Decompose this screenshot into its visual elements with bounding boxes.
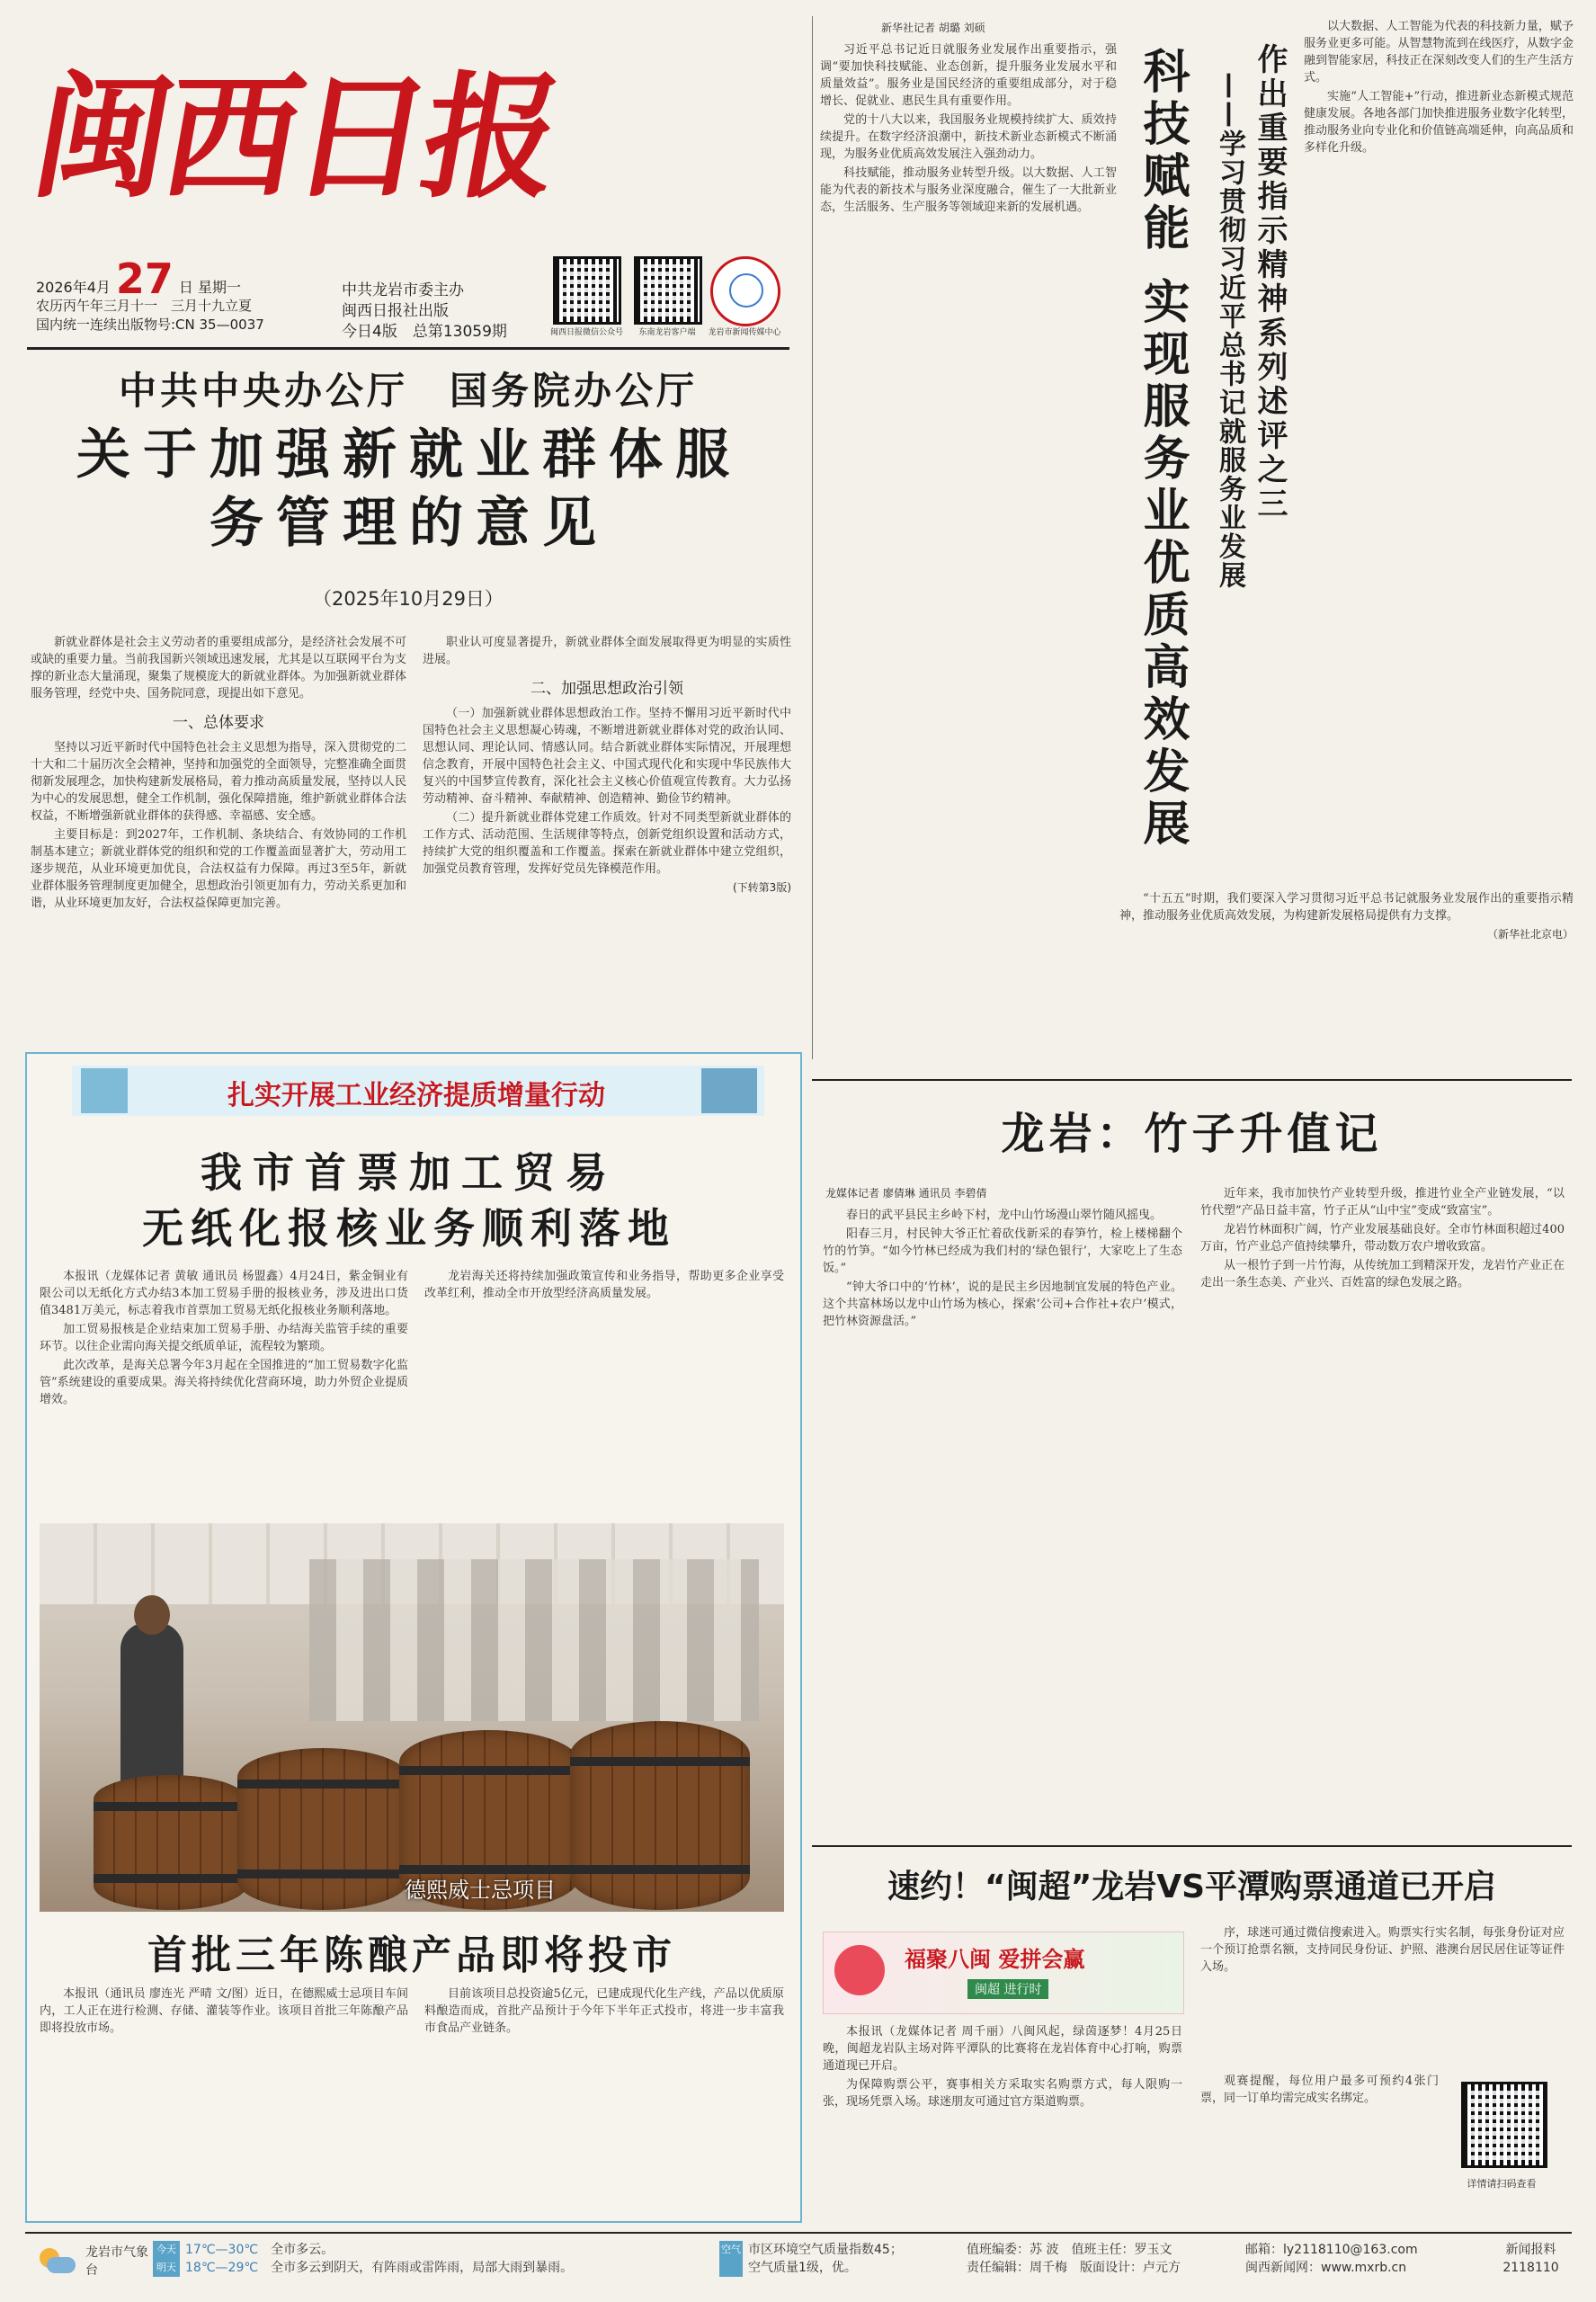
masthead-title: 闽西日报	[22, 58, 568, 217]
bamboo-body5: 龙岩竹林面积广阔，竹产业发展基础良好。全市竹林面积超过400万亩，竹产业总产值持续攀升，带动数万农户增收致富。	[1200, 1223, 1565, 1254]
bamboo-body2: 阳春三月，村民钟大爷正忙着砍伐新采的春笋竹，检上楼梯翻个竹的竹笋。“如今竹林已经成为我们村的‘绿色银行’，大家吃上了生态饭。”	[823, 1227, 1182, 1275]
sports-qr-code[interactable]	[1461, 2082, 1547, 2168]
commentary-body4: 以大数据、人工智能为代表的科技新力量，赋予服务业更多可能。从智慧物流到在线医疗，从数字金融到智能家居，科技正在深刻改变人们的生产生活方式。	[1304, 20, 1574, 85]
qr-code-app[interactable]	[634, 256, 702, 325]
commentary-kicker2: ——学习贯彻习近平总书记就服务业发展	[1214, 72, 1245, 590]
industry-headline2: 无纸化报核业务顺利落地	[142, 1204, 676, 1253]
commentary-body1: 习近平总书记近日就服务业发展作出重要指示，强调“要加快科技赋能、业态创新，提升服务业发展水平和质量效益”。服务业是国民经济的重要组成部分，对于稳增长、促就业、惠民生具有重要作用。	[820, 43, 1117, 108]
sports-body2: 为保障购票公平，赛事相关方采取实名购票方式，每人限购一张，现场凭票入场。球迷朋友可通过官方渠道购票。	[823, 2078, 1182, 2109]
qr-code-wechat[interactable]	[553, 256, 621, 325]
lead-sec1-goal: 主要目标是：到2027年，工作机制、条块结合、有效协同的工作机制基本建立；新就业群体党的组织和党的工作覆盖面显著扩大，劳动用工逐步规范，从业环境更加优良，合法权益有力保障。再过3至5年，新就业群体服务管理制度更加健全，思想政治引领更加有力，劳动关系更加和谐，从业环境更加友好，合法权益保障更加完善。	[31, 828, 406, 910]
industry-col4	[424, 1985, 784, 2210]
section-rule-sports	[812, 1845, 1572, 1847]
sponsor: 中共龙岩市委主办	[342, 281, 464, 299]
commentary-ending	[1119, 890, 1574, 1052]
industry-col2	[424, 1268, 784, 1502]
commentary-kicker: 作出重要指示精神系列述评之三	[1252, 43, 1288, 522]
lead-headline: 关于加强新就业群体服务管理的意见	[76, 424, 742, 555]
commentary-col1	[820, 41, 1117, 1048]
footer-email[interactable]: 邮箱：ly2118110@163.com	[1245, 2243, 1418, 2257]
lead-right-cont: 职业认可度显著提升，新就业群体全面发展取得更为明显的实质性进展。	[423, 636, 791, 666]
industry-headline3: 首批三年陈酿产品即将投市	[147, 1932, 676, 1978]
whisky-barrels-photo	[40, 1523, 784, 1912]
lunar-date: 农历丙午年三月十一 三月十九立夏	[36, 298, 253, 314]
sports-body3: 序，球迷可通过微信搜索进入。购票实行实名制，每张身份证对应一个预订抢票名额，支持同民身份证、护照、港澳台居民居住证等证件入场。	[1200, 1926, 1565, 1974]
emblem-label: 龙岩市新闻传媒中心	[708, 328, 781, 337]
column-divider	[812, 16, 813, 1059]
weather-title: 龙岩市气象台	[85, 2245, 148, 2278]
weather-cloud-icon	[36, 2244, 77, 2279]
commentary-source: （新华社北京电）	[1486, 928, 1574, 941]
sports-logo	[823, 1932, 1184, 2014]
cn-number: 国内统一连续出版物号:CN 35—0037	[36, 317, 264, 333]
commentary-body3: 科技赋能，推动服务业转型升级。以大数据、人工智能为代表的新技术与服务业深度融合，催生了一大批新业态，生活服务、生产服务等领域迎来新的发展机遇。	[820, 166, 1117, 214]
industry-body5: 本报讯（通讯员 廖连光 严晴 文/图）近日，在德熙威士忌项目车间内，工人正在进行检测、存储、灌装等作业。该项目首批三年陈酿产品即将投放市场。	[40, 1987, 408, 2035]
commentary-body5: 实施“人工智能+”行动，推进新业态新模式规范健康发展。各地各部门加快推进服务业数字化转型，推动服务业向专业化和价值链高端延伸，向高品质和多样化升级。	[1304, 90, 1574, 155]
tomorrow-desc: 全市多云到阴天，有阵雨或雷阵雨，局部大雨到暴雨。	[271, 2261, 574, 2275]
sports-col3	[1200, 2073, 1439, 2217]
industry-body2: 加工贸易报核是企业结束加工贸易手册、办结海关监管手续的重要环节。以往企业需向海关提交纸质单证，流程较为繁琐。	[40, 1323, 408, 1353]
industry-col1	[40, 1268, 408, 1502]
lead-sec2-title: 二、加强思想政治引领	[531, 680, 683, 698]
publisher: 闽西日报社出版	[342, 302, 449, 320]
bamboo-body4: 近年来，我市加快竹产业转型升级，推进竹业全产业链发展，“以竹代塑”产品日益丰富，竹子正从“山中宝”变成“致富宝”。	[1200, 1187, 1565, 1218]
hotline-label: 新闻报料	[1505, 2243, 1556, 2257]
worker-photo-icon	[81, 1068, 128, 1113]
lead-right-column	[423, 634, 791, 1030]
commentary-byline: 新华社记者 胡璐 刘硕	[881, 22, 985, 34]
bamboo-byline: 龙媒体记者 廖倩琳 通讯员 李碧倩	[825, 1187, 987, 1200]
sports-logo-text: 福聚八闽 爱拼会赢	[905, 1947, 1085, 1972]
footer-site[interactable]: 闽西新闻网：www.mxrb.cn	[1245, 2261, 1407, 2275]
industry-headline1: 我市首票加工贸易	[201, 1148, 618, 1197]
aqi-badge: 空气	[719, 2241, 743, 2277]
sports-body4: 观赛提醒，每位用户最多可预约4张门票，同一订单均需完成实名绑定。	[1200, 2074, 1439, 2105]
aqi-line1: 市区环境空气质量指数45；	[748, 2243, 903, 2257]
forecast-badge	[153, 2241, 180, 2277]
industry-banner: 扎实开展工业经济提质增量行动	[227, 1080, 605, 1111]
bamboo-col2	[1200, 1185, 1565, 1833]
photo-caption: 德熙威士忌项目	[405, 1878, 556, 1903]
emblem-icon	[710, 256, 780, 326]
commentary-ending-text: “十五五”时期，我们要深入学习贯彻习近平总书记就服务业发展作出的重要指示精神，推动服务业优质高效发展，为构建新发展格局提供有力支撑。	[1119, 892, 1574, 923]
sports-logo-sub: 闽超 进行时	[967, 1979, 1048, 1999]
lead-intro: 新就业群体是社会主义劳动者的重要组成部分，是经济社会发展不可或缺的重要力量。当前我国新兴领域迅速发展，尤其是以互联网平台为支撑的新业态大量涌现，聚集了规模庞大的新就业群体。为加强新就业群体服务管理，经党中央、国务院同意，现提出如下意见。	[31, 636, 406, 700]
barrel-4	[570, 1721, 750, 1910]
today-temp: 17℃—30℃	[185, 2243, 259, 2257]
date-day: 27	[115, 254, 174, 303]
date-weekday: 日 星期一	[178, 279, 242, 296]
industry-byline: 本报讯（龙媒体记者 黄敏 通讯员 杨盟鑫）4月24日，紫金铜业有限公司以无纸化方式办结3本加工贸易手册的报核业务，涉及进出口货值3481万美元，标志着我市首票加工贸易无纸化报核业务顺利落地。	[40, 1270, 408, 1317]
industry-body4: 龙岩海关还将持续加强政策宣传和业务指导，帮助更多企业享受改革红利，推动全市开放型经济高质量发展。	[424, 1270, 784, 1300]
today-desc: 全市多云。	[271, 2243, 334, 2257]
worker-head	[134, 1595, 170, 1635]
bamboo-body1: 春日的武平县民主乡岭下村，龙中山竹场漫山翠竹随风摇曳。	[846, 1209, 1163, 1222]
player-icon	[834, 1945, 885, 1995]
qr2-label: 东南龙岩客户端	[638, 328, 696, 337]
bamboo-body6: 从一根竹子到一片竹海，从传统加工到精深开发，龙岩竹产业正在走出一条生态美、产业兴、百姓富的绿色发展之路。	[1200, 1259, 1565, 1289]
factory-photo-icon	[701, 1068, 757, 1113]
industry-body3: 此次改革，是海关总署今年3月起在全国推进的“加工贸易数字化监管”系统建设的重要成果。海关将持续优化营商环境，助力外贸企业提质增效。	[40, 1359, 408, 1406]
lead-sec2-body: （一）加强新就业群体思想政治工作。坚持不懈用习近平新时代中国特色社会主义思想凝心铸魂，不断增进新就业群体对党的政治认同、思想认同、理论认同、情感认同。结合新就业群体实际情况，开展理想信念教育，开展中国特色社会主义、中国式现代化和实现中华民族伟大复兴的中国梦宣传教育，深化社会主义核心价值观宣传教育。大力弘扬劳动精神、奋斗精神、奉献精神、创造精神、勤俭节约精神。	[423, 707, 791, 806]
barrel-1	[94, 1775, 246, 1910]
bamboo-headline: 龙岩：竹子升值记	[1001, 1109, 1383, 1159]
aqi-line2: 空气质量1级，优。	[748, 2261, 857, 2275]
editors-line1: 值班编委：苏 波 值班主任：罗玉文	[967, 2243, 1172, 2257]
lead-sec1-body: 坚持以习近平新时代中国特色社会主义思想为指导，深入贯彻党的二十大和二十届历次全会精神，坚持和加强党的全面领导，完整准确全面贯彻新发展理念，加快构建新发展格局，着力推动高质量发展，坚持以人民为中心的发展思想，健全工作机制，强化保障措施，维护新就业群体合法权益，不断增强新就业群体的获得感、幸福感、安全感。	[31, 741, 406, 823]
tomorrow-temp: 18℃—29℃	[185, 2261, 259, 2275]
lead-dateline: （2025年10月29日）	[313, 588, 504, 610]
masthead-rule	[27, 347, 789, 350]
sports-body1: 本报讯（龙媒体记者 周千丽）八闽风起，绿茵逐梦！4月25日晚，闽超龙岩队主场对阵平潭队的比赛将在龙岩体育中心打响，购票通道现已开启。	[823, 2025, 1182, 2073]
hotline-info	[1493, 2241, 1569, 2277]
steel-tanks	[309, 1559, 759, 1721]
industry-col3	[40, 1985, 408, 2210]
lead-left-column	[31, 634, 406, 1030]
lead-kicker: 中共中央办公厅 国务院办公厅	[118, 369, 698, 413]
footer-rule	[25, 2232, 1572, 2234]
editors-info	[967, 2241, 1236, 2277]
tomorrow-label: 明天	[156, 2262, 176, 2273]
industry-body6: 目前该项目总投资逾5亿元，已建成现代化生产线，产品以优质原料酿造而成，首批产品预计于今年下半年正式投市，将进一步丰富我市食品产业链条。	[424, 1987, 784, 2035]
sports-qr-label: 详情请扫码查看	[1467, 2178, 1537, 2190]
today-label: 今天	[156, 2244, 176, 2255]
hotline-number[interactable]: 2118110	[1502, 2261, 1559, 2275]
continued-note[interactable]: (下转第3版)	[733, 881, 791, 894]
commentary-body2: 党的十八大以来，我国服务业规模持续扩大、质效持续提升。在数字经济浪潮中，新技术新业态新模式不断涌现，为服务业优质高效发展注入强劲动力。	[820, 113, 1117, 161]
commentary-col2	[1304, 18, 1574, 881]
qr1-label: 闽西日报微信公众号	[549, 328, 623, 337]
sports-col1	[823, 2023, 1182, 2212]
bamboo-col1	[823, 1207, 1182, 1836]
publisher-info	[342, 281, 539, 343]
sports-headline: 速约！“闽超”龙岩VS平潭购票通道已开启	[887, 1869, 1497, 1905]
date-line: 2026年4月	[36, 279, 111, 296]
section-rule-right	[812, 1079, 1572, 1081]
lead-sec1-title: 一、总体要求	[173, 714, 264, 732]
editors-line2: 责任编辑：周千梅 版面设计：卢元方	[967, 2261, 1181, 2275]
lead-sec2-body2: （二）提升新就业群体党建工作质效。针对不同类型新就业群体的工作方式、活动范围、生活规律等特点，创新党组织设置和活动方式，持续扩大党的组织覆盖和工作覆盖。探索在新就业群体中建立党组织，加强党员教育管理，发挥好党员先锋模范作用。	[423, 811, 791, 876]
bamboo-body3: “钟大爷口中的‘竹林’，说的是民主乡因地制宜发展的特色产业。这个共富林场以龙中山竹场为核心，探索‘公司+合作社+农户’模式，把竹林资源盘活。”	[823, 1280, 1182, 1328]
aqi-info	[748, 2241, 973, 2277]
issue-pages: 今日4版 总第13059期	[342, 323, 507, 341]
contact-info	[1245, 2241, 1470, 2277]
commentary-headline: 科技赋能 实现服务业优质高效发展	[1135, 47, 1189, 852]
sports-col2	[1200, 1924, 1565, 2068]
